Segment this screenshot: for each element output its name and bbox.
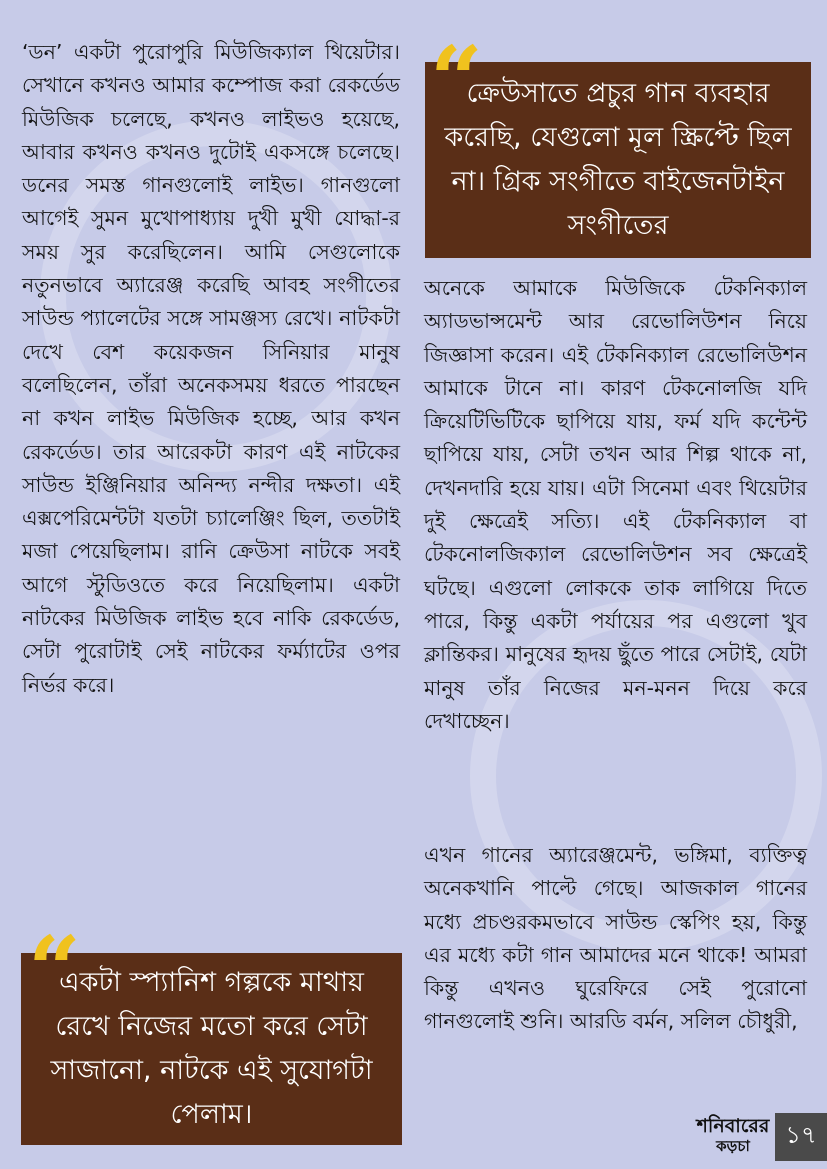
pull-quote-top-text: ক্রেউসাতে প্রচুর গান ব্যবহার করেছি, যেগুলো মূল স্ক্রিপ্টে ছিল না। গ্রিক সংগীতে বাইজেনটাইন সংগীতের xyxy=(444,78,792,241)
brand-logo-line2: কড়চা xyxy=(716,1137,750,1155)
right-column-paragraph-1: অনেকে আমাকে মিউজিকে টেকনিক্যাল অ্যাডভান্সমেন্ট আর রেভোলিউশন নিয়ে জিজ্ঞাসা করেন। এই টেকনিক্যাল রেভোলিউশন আমাকে টানে না। কারণ টেকনোলজি যদি ক্রিয়েটিভিটিকে ছাপিয়ে যায়, ফর্ম যদি কন্টেন্ট ছাপিয়ে যায়, সেটা তখন আর শিল্প থাকে না, দেখনদারি হয়ে যায়। এটা সিনেমা এবং থিয়েটার দুই ক্ষেত্রেই সত্যি। এই টেকনিক্যাল বা টেকনোলজিক্যাল রেভোলিউশন সব ক্ষেত্রেই ঘটছে। এগুলো লোককে তাক লাগিয়ে দিতে পারে, কিন্তু একটা পর্যায়ের পর এগুলো খুব ক্লান্তিকর। মানুষের হৃদয় ছুঁতে পারে সেটাই, যেটা মানুষ তাঁর নিজের মন-মনন দিয়ে করে দেখাচ্ছেন। xyxy=(424,276,807,733)
left-column-text: ‘ডন’ একটা পুরোপুরি মিউজিক্যাল থিয়েটার। সেখানে কখনও আমার কম্পোজ করা রেকর্ডেড মিউজিক চলেছে, কখনও লাইভও হয়েছে, আবার কখনও কখনও দুটোই একসঙ্গে চলেছে। ডনের সমস্ত গানগুলোই লাইভ। গানগুলো আগেই সুমন মুখোপাধ্যায় দুখী মুখী যোদ্ধা-র সময় সুর করেছিলেন। আমি সেগুলোকে নতুনভাবে অ্যারেঞ্জ করেছি আবহ সংগীতের সাউন্ড প্যালেটের সঙ্গে সামঞ্জস্য রেখে। নাটকটা দেখে বেশ কয়েকজন সিনিয়ার মানুষ বলেছিলেন, তাঁরা অনেকসময় ধরতে পারছেন না কখন লাইভ মিউজিক হচ্ছে, আর কখন রেকর্ডেড। তার আরেকটা কারণ এই নাটকের সাউন্ড ইঞ্জিনিয়ার অনিন্দ্য নন্দীর দক্ষতা। এই এক্সপেরিমেন্টটা যতটা চ্যালেঞ্জিং ছিল, ততটাই মজা পেয়েছিলাম। রানি ক্রেউসা নাটকে সবই আগে স্টুডিওতে করে নিয়েছিলাম। একটা নাটকের মিউজিক লাইভ হবে নাকি রেকর্ডেড, সেটা পুরোটাই সেই নাটকের ফর্ম্যাটের ওপর নির্ভর করে। xyxy=(22,40,400,697)
page-number: ১৭ xyxy=(775,1113,827,1161)
brand-logo xyxy=(694,1116,772,1160)
brand-logo-line1: শনিবারের xyxy=(696,1115,770,1137)
quote-mark-icon: “ xyxy=(430,26,483,134)
pull-quote-bottom-text: একটা স্প্যানিশ গল্পকে মাথায় রেখে নিজের মতো করে সেটা সাজানো, নাটকে এই সুযোগটা পেলাম। xyxy=(50,967,373,1130)
right-column-paragraph-2: এখন গানের অ্যারেঞ্জমেন্ট, ভঙ্গিমা, ব্যক্তিত্ব অনেকখানি পাল্টে গেছে। আজকাল গানের মধ্যে প্রচণ্ডরকমভাবে সাউন্ড স্কেপিং হয়, কিন্তু এর মধ্যে কটা গান আমাদের মনে থাকে! আমরা কিন্তু এখনও ঘুরেফিরে সেই পুরোনো গানগুলোই শুনি। আরডি বর্মন, সলিল চৌধুরী, xyxy=(424,843,807,1034)
quote-mark-icon: “ xyxy=(28,916,81,1024)
